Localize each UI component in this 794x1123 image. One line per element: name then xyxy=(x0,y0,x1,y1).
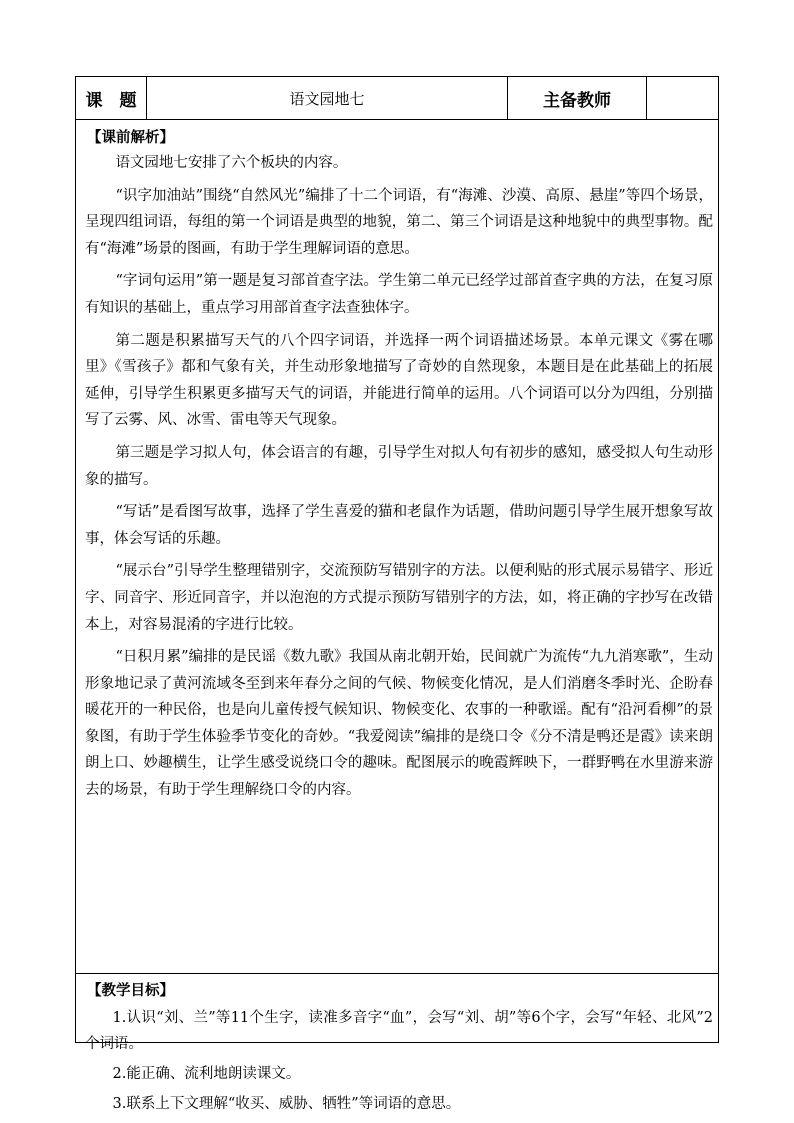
analysis-paragraph: 语文园地七安排了六个板块的内容。 xyxy=(115,155,348,171)
analysis-title: 【课前解析】 xyxy=(87,129,174,146)
goals-body xyxy=(85,1005,713,1117)
teacher-label: 主备教师 xyxy=(508,77,647,119)
analysis-paragraph: “识字加油站”围绕“自然风光”编排了十二个词语，有“海滩、沙漠、高原、悬崖”等四个场景，呈现四组词语，每组的第一个词语是典型的地貌，第二、第三个词语是这种地貌中的典型事物。配有“海滩”场景的图画，有助于学生理解词语的意思。 xyxy=(85,187,713,257)
analysis-paragraph: “写话”是看图写故事，选择了学生喜爱的猫和老鼠作为话题，借助问题引导学生展开想象写故事，体会写话的乐趣。 xyxy=(85,504,713,547)
goal-item: 1.认识“刘、兰”等11个生字，读准多音字“血”，会写“刘、胡”等6个字，会写“年轻、北风”2个词语。 xyxy=(85,1010,713,1052)
goal-item: 2.能正确、流利地朗读课文。 xyxy=(112,1066,301,1082)
header-row xyxy=(76,77,718,120)
analysis-paragraph: “展示台”引导学生整理错别字，交流预防写错别字的方法。以便利贴的形式展示易错字、形近字、同音字、形近同音字，并以泡泡的方式提示预防写错别字的方法，如，将正确的字抄写在改错本上，对容易混淆的字进行比较。 xyxy=(85,563,713,633)
lesson-plan-table xyxy=(75,76,719,1112)
teacher-value xyxy=(647,77,718,119)
analysis-paragraph: 第二题是积累描写天气的八个四字词语，并选择一两个词语描述场景。本单元课文《雾在哪里》《雪孩子》都和气象有关，并生动形象地描写了奇妙的自然现象，本题目是在此基础上的拓展延伸，引导学生积累更多描写天气的词语，并能进行简单的运用。八个词语可以分为四组，分别描写了云雾、风、冰雪、雷电等天气现象。 xyxy=(85,332,713,429)
topic-value: 语文园地七 xyxy=(147,77,508,119)
goal-item: 3.联系上下文理解“收买、威胁、牺牲”等词语的意思。 xyxy=(112,1096,461,1112)
analysis-paragraph: “字词句运用”第一题是复习部首查字法。学生第二单元已经学过部首查字典的方法，在复习原有知识的基础上，重点学习用部首查字法查独体字。 xyxy=(85,273,713,316)
goals-title: 【教学目标】 xyxy=(87,982,174,999)
goals-section xyxy=(76,975,718,1112)
analysis-section xyxy=(76,120,718,974)
analysis-paragraph: “日积月累”编排的是民谣《数九歌》我国从南北朝开始，民间就广为流传“九九消寒歌”，生动形象地记录了黄河流域冬至到来年春分之间的气候、物候变化情况，是人们消磨冬季时光、企盼春暖花开的一种民俗，也是向儿童传授气候知识、物候变化、农事的一种歌谣。配有“沿河看柳”的景象图，有助于学生体验季节变化的奇妙。“我爱阅读”编排的是绕口令《分不清是鸭还是霞》读来朗朗上口、妙趣横生，让学生感受说绕口令的趣味。配图展示的晚霞辉映下，一群野鸭在水里游来游去的场景，有助于学生理解绕口令的内容。 xyxy=(85,649,713,799)
topic-label: 课 题 xyxy=(76,77,147,119)
analysis-body xyxy=(85,150,713,804)
analysis-paragraph: 第三题是学习拟人句，体会语言的有趣，引导学生对拟人句有初步的感知，感受拟人句生动形象的描写。 xyxy=(85,444,713,488)
